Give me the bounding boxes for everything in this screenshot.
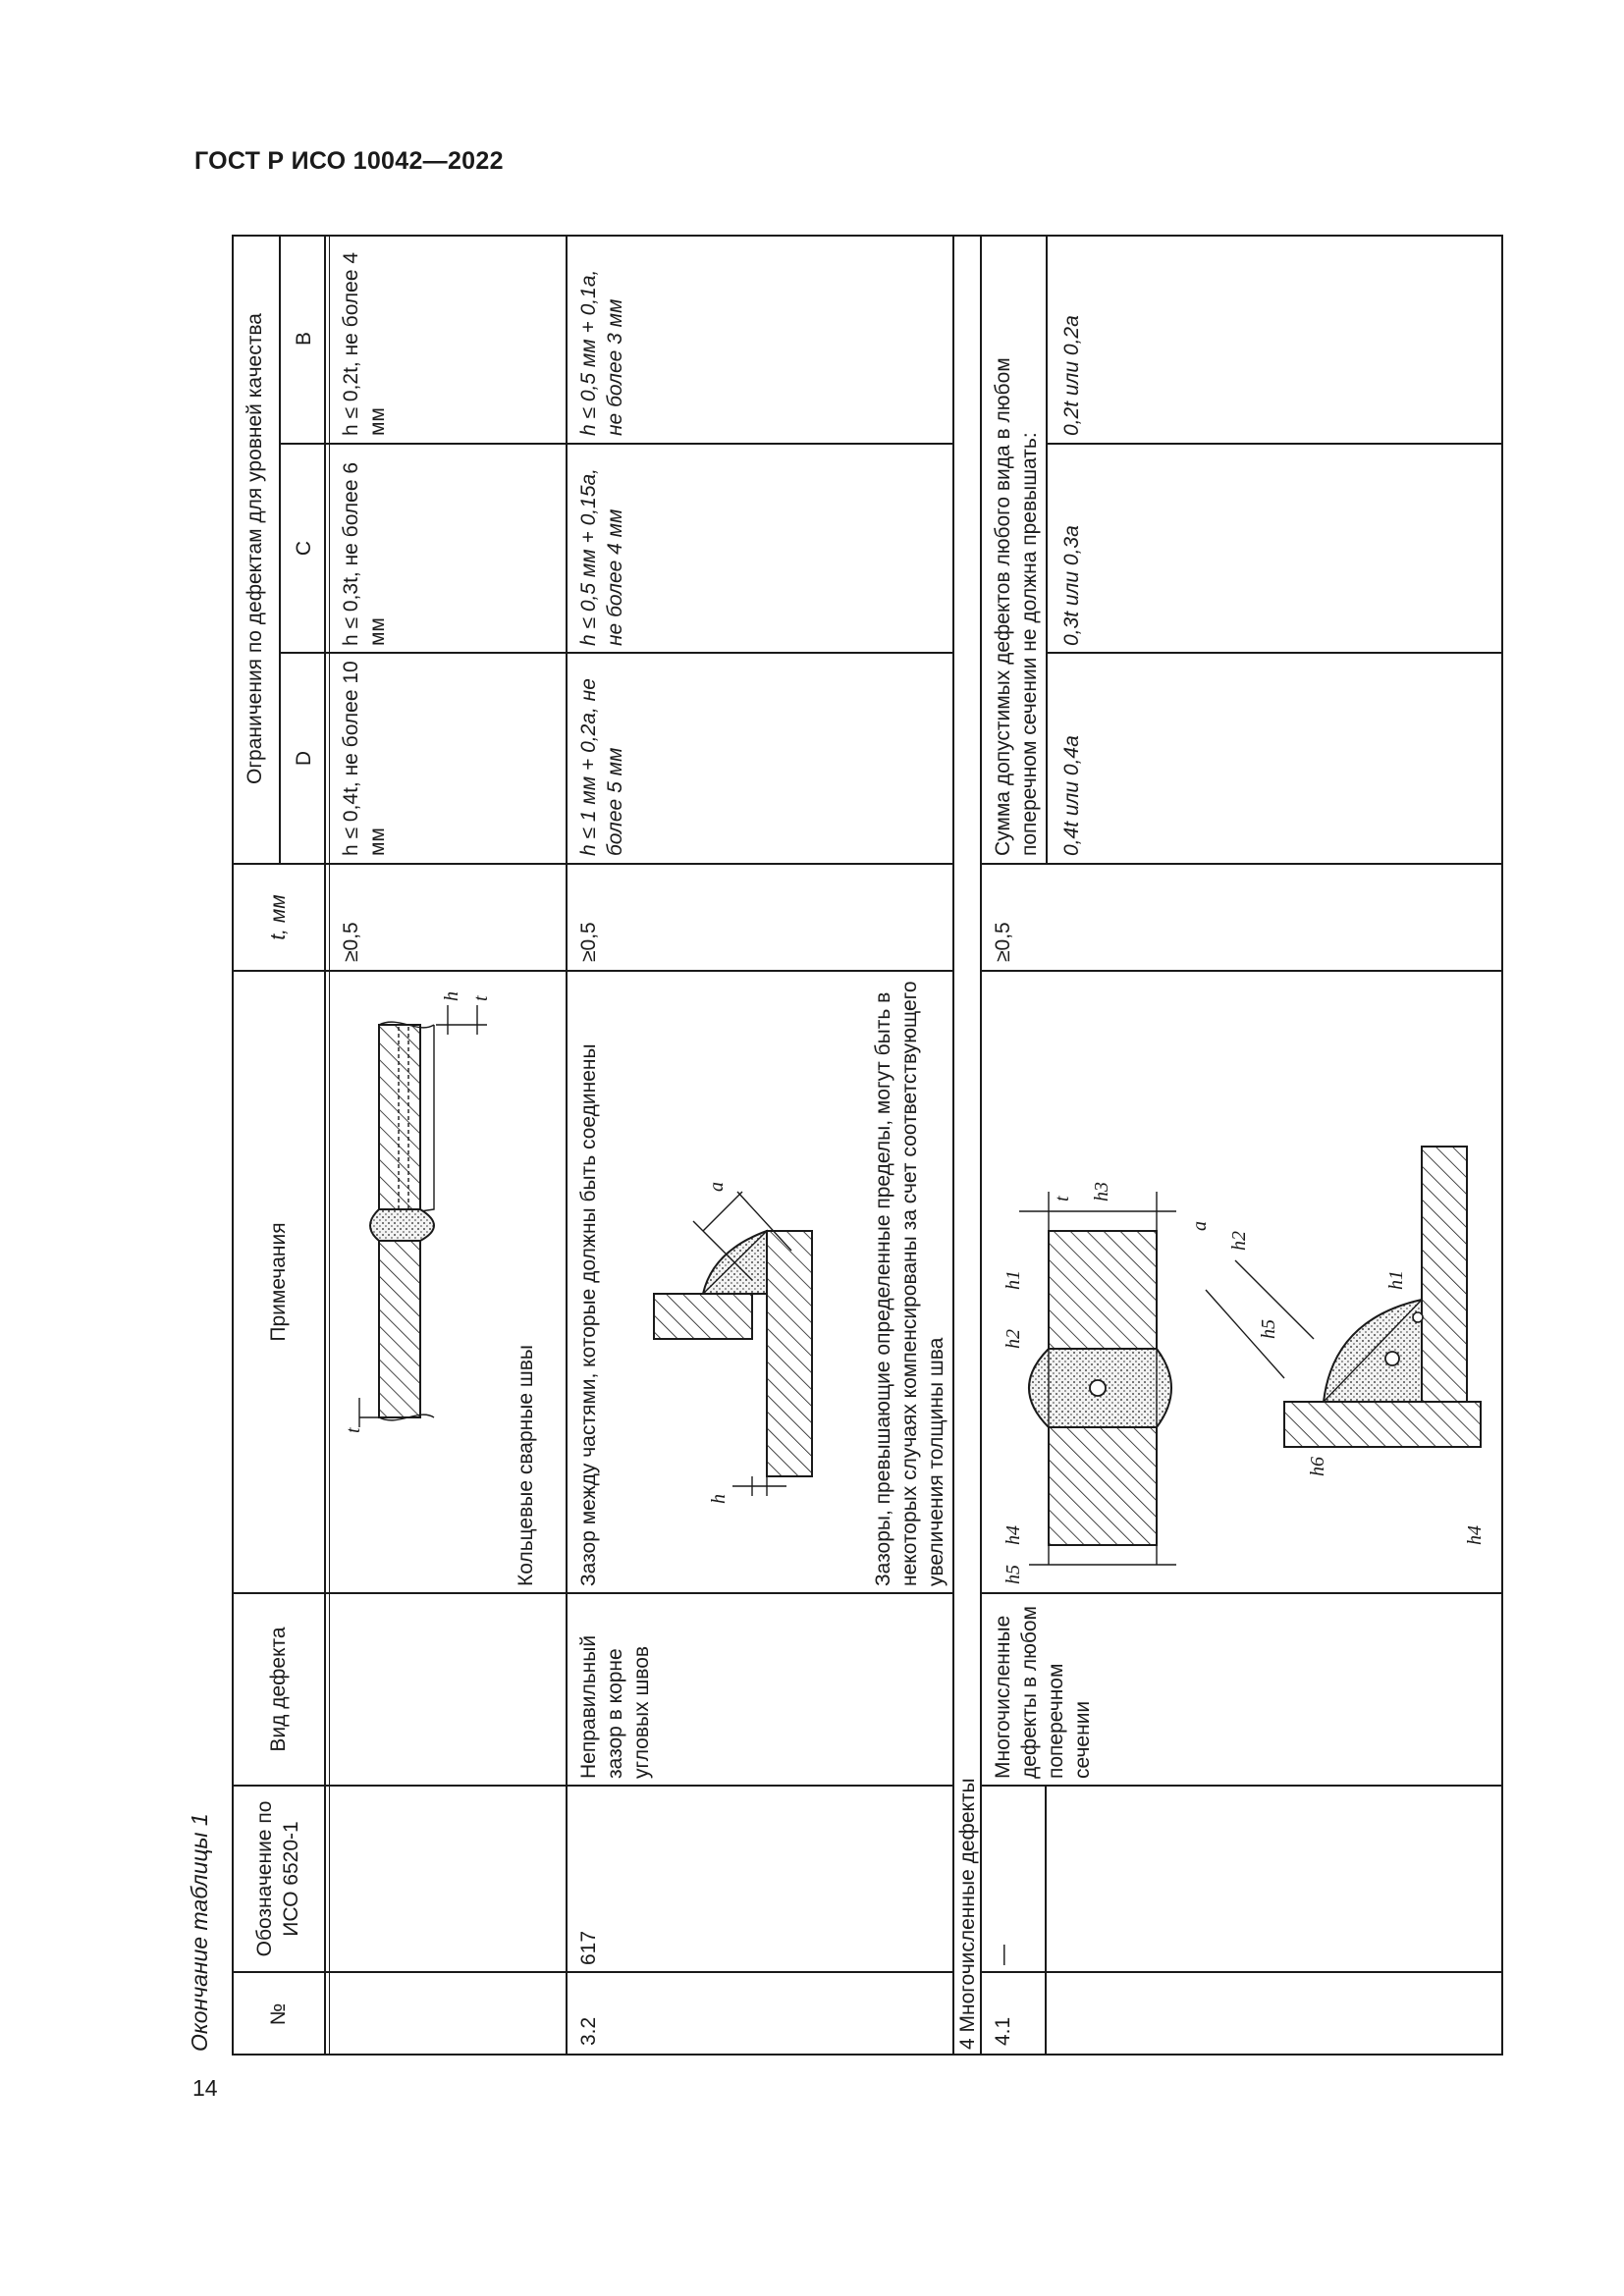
table-border-top [232, 235, 234, 2056]
row1-note-text: Кольцевые сварные швы [514, 1345, 537, 1586]
header-separator-double [329, 235, 330, 2056]
row41-label-h4: h4 [1464, 1525, 1486, 1545]
row2-label-a: a [706, 1182, 728, 1192]
row41-level-b: 0,2t или 0,2a [1060, 315, 1083, 436]
row2-level-d: h ≤ 1 мм + 0,2a, не более 5 мм [577, 678, 626, 856]
col-divider-no [232, 1971, 952, 1973]
row41-label-h6: h6 [1307, 1457, 1328, 1476]
row41-label-h2-top: h2 [1002, 1329, 1024, 1349]
row2-label-h: h [708, 1494, 730, 1504]
col-divider-c [279, 443, 952, 445]
col-header-limits-group: Ограничения по дефектам для уровней качества [244, 313, 266, 784]
table-border-left [232, 2054, 1503, 2056]
row41-label-t: t [1052, 1196, 1073, 1201]
row41-label-h1: h1 [1385, 1270, 1407, 1290]
row1-weld-figure [340, 986, 507, 1437]
col-header-designation: Обозначение по ИСО 6520-1 [253, 1800, 302, 1957]
col-divider-designation [232, 1785, 952, 1787]
row2-note-text-2: Зазоры, превышающие определенные пределы, могут быть в некоторых случаях компенсированы за счет соответствующего увеличения толщины шва [872, 981, 947, 1586]
row2-designation: 617 [577, 1930, 600, 1965]
col-divider-notes-s4 [980, 970, 1503, 972]
row41-label-h1-top: h1 [1002, 1270, 1024, 1290]
s4-left-underline [1045, 1787, 1047, 2056]
col-divider-no-s4 [980, 1971, 1503, 1973]
col-divider-t [232, 863, 952, 865]
row2-t: ≥0,5 [577, 922, 600, 962]
col-divider-d-s4 [1046, 652, 1503, 654]
col-divider-designation-s4 [980, 1785, 1503, 1787]
limits-group-underline [279, 235, 281, 865]
row41-level-d: 0,4t или 0,4a [1060, 735, 1083, 856]
col-divider-notes [232, 970, 952, 972]
row2-level-b: h ≤ 0,5 мм + 0,1a, не более 3 мм [577, 269, 626, 436]
row2-note-text: Зазор между частями, которые должны быть соединены [577, 1043, 600, 1586]
row2-level-c: h ≤ 0,5 мм + 0,15a, не более 4 мм [577, 467, 626, 646]
section4-edge [952, 2054, 982, 2056]
row41-no: 4.1 [992, 2016, 1014, 2046]
row1-label-t-right: t [470, 995, 492, 1001]
row41-defect-type: Многочисленные дефекты в любом поперечном сечении [992, 1606, 1094, 1779]
row41-level-c: 0,3t или 0,3a [1060, 525, 1083, 646]
col-divider-type [232, 1592, 952, 1594]
col-header-notes: Примечания [267, 1222, 290, 1342]
row41-label-h5-top: h5 [1002, 1565, 1024, 1584]
row41-label-h2: h2 [1228, 1231, 1250, 1251]
col-divider-t-s4 [980, 863, 1503, 865]
limits-header-s4-underline [1046, 235, 1048, 865]
table-border-bottom [1501, 235, 1503, 2056]
row1-level-d: h ≤ 0,4t, не более 10 мм [340, 661, 389, 856]
section4-title: 4 Многочисленные дефекты [956, 1778, 979, 2050]
row2-no: 3.2 [577, 2016, 600, 2046]
row1-label-h: h [441, 991, 462, 1001]
table-caption: Окончание таблицы 1 [187, 1813, 212, 2052]
row-separator-1 [566, 235, 568, 2056]
page-header-title: ГОСТ Р ИСО 10042—2022 [194, 147, 504, 175]
row2-fillet-figure [644, 1044, 860, 1506]
row1-level-b: h ≤ 0,2t, не более 4 мм [340, 251, 389, 436]
row1-t: ≥0,5 [340, 922, 362, 962]
col-divider-type-s4 [980, 1592, 1503, 1594]
row1-level-c: h ≤ 0,3t, не более 6 мм [340, 461, 389, 646]
col-header-defect-type: Вид дефекта [267, 1627, 290, 1752]
col-header-level-b: B [293, 332, 315, 347]
col-header-level-d: D [293, 750, 315, 767]
rotated-table [232, 235, 1503, 2056]
col-divider-c-s4 [1046, 443, 1503, 445]
col-header-no: № [267, 2002, 290, 2026]
table-border-right [232, 235, 1503, 237]
row41-limits-header: Сумма допустимых дефектов любого вида в любом поперечном сечении не должна превышать: [992, 357, 1041, 856]
row1-label-t-left: t [343, 1427, 364, 1433]
row41-label-h4-top: h4 [1002, 1525, 1024, 1545]
col-divider-d [279, 652, 952, 654]
page-number: 14 [192, 2075, 218, 2101]
row41-label-h3: h3 [1091, 1182, 1112, 1201]
row41-designation: — [992, 1945, 1014, 1965]
header-separator [324, 235, 326, 2056]
row2-defect-type: Неправильный зазор в корне угловых швов [577, 1634, 653, 1779]
row41-label-h5: h5 [1258, 1319, 1279, 1339]
row41-t: ≥0,5 [992, 922, 1014, 962]
col-header-level-c: C [293, 540, 315, 557]
col-header-t: t, мм [267, 894, 290, 940]
row41-multiple-defects-figure [990, 976, 1500, 1584]
row41-label-a: a [1189, 1221, 1211, 1231]
